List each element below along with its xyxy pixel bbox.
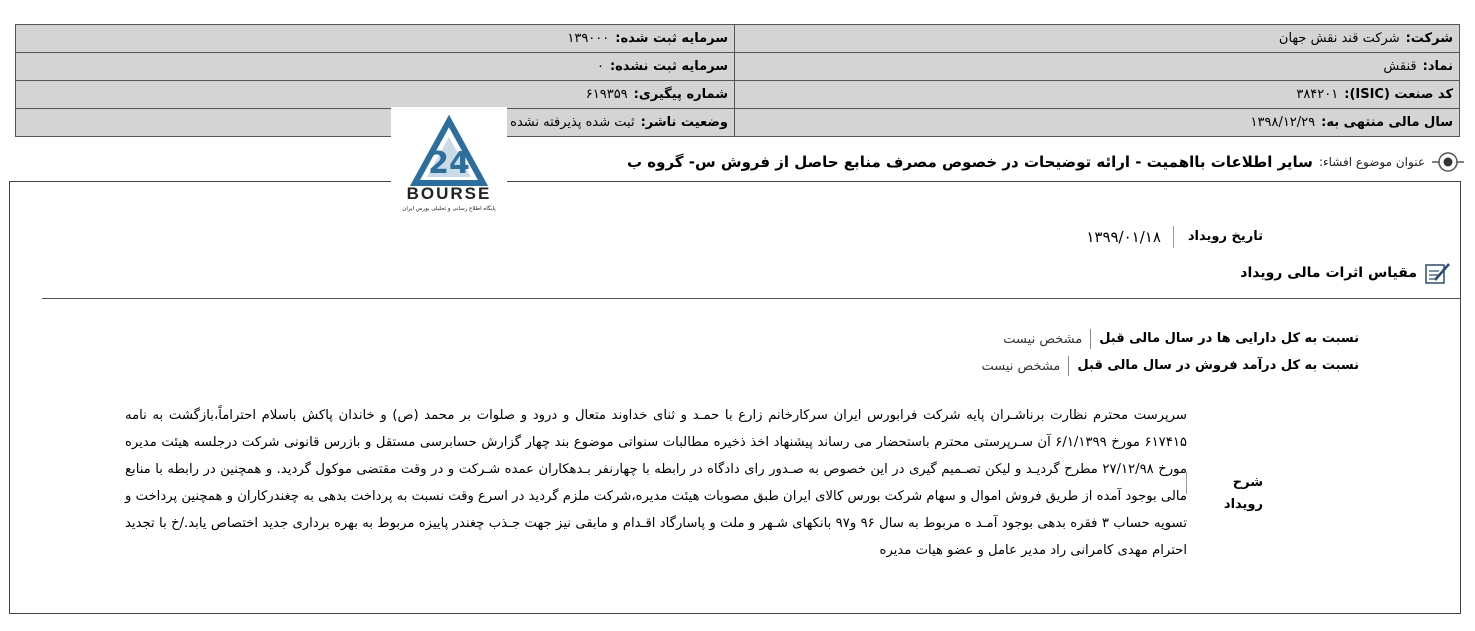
fiscal-year-label: سال مالی منتهی به: xyxy=(1321,115,1453,130)
isic-cell xyxy=(735,81,1460,109)
isic-label: کد صنعت (ISIC): xyxy=(1344,87,1453,102)
publisher-status-label: وضعیت ناشر: xyxy=(640,115,728,130)
fiscal-year-cell xyxy=(735,109,1460,137)
ratio-assets-row xyxy=(1003,328,1359,350)
event-date xyxy=(1086,226,1263,248)
company-value: شرکت قند نقش جهان xyxy=(1278,31,1400,46)
svg-text:24: 24 xyxy=(428,146,470,181)
capital-unregistered-label: سرمایه ثبت نشده: xyxy=(609,59,728,74)
info-row xyxy=(16,25,1460,53)
event-date-value: ۱۳۹۹/۰۱/۱۸ xyxy=(1086,228,1161,246)
capital-registered-value: ۱۳۹۰۰۰ xyxy=(567,31,610,46)
section-divider xyxy=(42,298,1460,299)
subject-caption: عنوان موضوع افشاء: xyxy=(1318,155,1425,169)
fiscal-year-value: ۱۳۹۸/۱۲/۲۹ xyxy=(1250,115,1316,130)
capital-unregistered-cell xyxy=(16,53,735,81)
financial-impact-heading xyxy=(1240,260,1451,286)
ratio-assets-label: نسبت به کل دارایی ها در سال مالی قبل xyxy=(1090,329,1359,349)
disclosure-subject xyxy=(565,148,1465,176)
tracking-label: شماره پیگیری: xyxy=(633,87,728,102)
event-description-text: سرپرست محترم نظارت برناشـران پایه شرکت فرابورس ایران سرکارخانم زارع با حمـد و ثنای خداوند متعال و درود و صلوات بر محمد (ص) و خاندان پاکش باسلام احتراماً،بازگشت به نامه ۶۱۷۴۱۵ مورخ ۶/۱/۱۳۹۹ آن سـرپرستی محترم باستحضار می رساند پیشنهاد اخذ ذخیره مطالبات سنواتی موضوع بند چهار گزارش حسابرسی مستقل و بازرس قانونی شرکت درجلسه هیئت مدیره مورخ ۲۷/۱۲/۹۸ مطرح گردیـد و لیکن تصـمیم گیری در این خصوص به صـدور رای دادگاه در رابطه با چهارنفر بـدهکاران عمده شـرکت و در وقت مقتضی موکول گردید. و همچنین در رابطه با منابع مالی بوجود آمده از طریق فروش اموال و سهام شرکت بورس کالای ایران طبق مصوبات هیئت مدیره،شرکت ملزم گردید در اسرع وقت نسبت به پرداخت بدهی به چغندرکاران و همچنین پرداخت و تسویه حساب ۳ فقره بدهی بوجود آمـد ه مربوط به سال ۹۶ و۹۷ بانکهای شـهر و ملت و پاسارگاد اقـدام و مابقی نیز جهت جـذب چغندر پاییزه مربوط به بهره برداری جدید اختصاص یابد./خ با تجدید احترام مهدی کامرانی راد مدیر عامل و عضو هیات مدیره xyxy=(125,408,1187,558)
bourse-logo xyxy=(391,107,507,215)
ratio-sales-value: مشخص نیست xyxy=(981,358,1061,374)
company-label: شرکت: xyxy=(1405,31,1453,46)
capital-unregistered-value: ۰ xyxy=(596,59,604,74)
tracking-cell xyxy=(16,81,735,109)
symbol-label: نماد: xyxy=(1422,59,1453,74)
publisher-status-value: ثبت شده پذیرفته نشده xyxy=(510,115,635,130)
company-info-table xyxy=(15,24,1460,137)
ratio-sales-row xyxy=(981,355,1359,377)
ratio-sales-label: نسبت به کل درآمد فروش در سال مالی قبل xyxy=(1068,356,1359,376)
capital-registered-label: سرمایه ثبت شده: xyxy=(615,31,728,46)
event-description-label: شرح رویداد xyxy=(1186,472,1263,494)
ratio-assets-value: مشخص نیست xyxy=(1003,331,1083,347)
svg-text:پایگاه اطلاع رسانی و تحلیلی بو: پایگاه اطلاع رسانی و تحلیلی بورس ایران xyxy=(402,206,496,212)
tracking-value: ۶۱۹۳۵۹ xyxy=(585,87,628,102)
info-row xyxy=(16,109,1460,137)
company-cell xyxy=(735,25,1460,53)
capital-registered-cell xyxy=(16,25,735,53)
info-row xyxy=(16,53,1460,81)
svg-text:BOURSE: BOURSE xyxy=(406,184,492,203)
financial-impact-title: مقیاس اثرات مالی رویداد xyxy=(1240,265,1417,281)
symbol-cell xyxy=(735,53,1460,81)
bourse-logo-icon xyxy=(391,107,507,215)
symbol-value: قنقش xyxy=(1383,59,1417,74)
edit-note-icon xyxy=(1423,260,1451,286)
isic-value: ۳۸۴۲۰۱ xyxy=(1296,87,1339,102)
event-date-label: تاریخ رویداد xyxy=(1173,226,1263,248)
publisher-status-cell xyxy=(16,109,735,137)
subject-title: سایر اطلاعات بااهمیت - ارائه توضیحات در خصوص مصرف منابع حاصل از فروش س- گروه ب xyxy=(626,153,1313,171)
target-bullet-icon xyxy=(1431,148,1465,176)
info-row xyxy=(16,81,1460,109)
